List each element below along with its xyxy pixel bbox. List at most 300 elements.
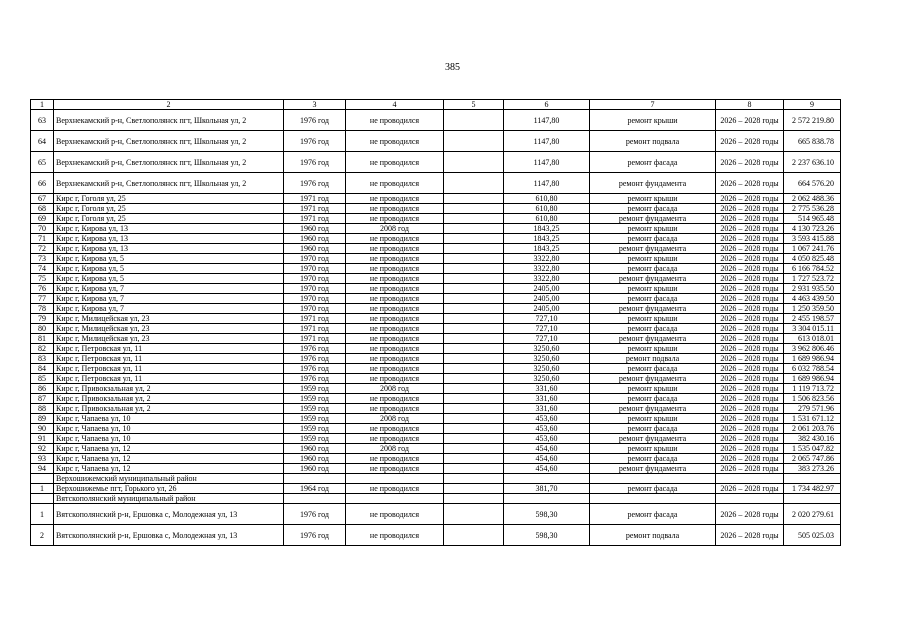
last-repair-cell: не проводился: [346, 314, 444, 324]
col5-cell: [444, 504, 504, 525]
build-year-cell: 1959 год: [284, 394, 346, 404]
last-repair-cell: не проводился: [346, 173, 444, 194]
table-row: [31, 304, 841, 314]
header-cell: 5: [444, 100, 504, 110]
area-cell: 727,10: [504, 314, 590, 324]
work-type-cell: ремонт фасада: [590, 484, 716, 494]
period-cell: 2026 – 2028 годы: [716, 214, 784, 224]
table-row: [31, 384, 841, 394]
col5-cell: [444, 204, 504, 214]
build-year-cell: 1971 год: [284, 334, 346, 344]
table-row: [31, 194, 841, 204]
work-type-cell: ремонт подвала: [590, 131, 716, 152]
header-cell: 3: [284, 100, 346, 110]
col5-cell: [444, 484, 504, 494]
period-cell: 2026 – 2028 годы: [716, 264, 784, 274]
last-repair-cell: не проводился: [346, 264, 444, 274]
work-type-cell: ремонт крыши: [590, 254, 716, 264]
section-empty-cell: [346, 474, 444, 484]
col5-cell: [444, 284, 504, 294]
area-cell: 331,60: [504, 404, 590, 414]
period-cell: 2026 – 2028 годы: [716, 274, 784, 284]
last-repair-cell: не проводился: [346, 244, 444, 254]
address-cell: Кирс г, Петровская ул, 11: [54, 354, 284, 364]
work-type-cell: ремонт фундамента: [590, 274, 716, 284]
table-row: [31, 504, 841, 525]
period-cell: 2026 – 2028 годы: [716, 525, 784, 546]
work-type-cell: ремонт фасада: [590, 234, 716, 244]
row-number-cell: 86: [31, 384, 54, 394]
build-year-cell: 1971 год: [284, 194, 346, 204]
build-year-cell: 1976 год: [284, 354, 346, 364]
period-cell: 2026 – 2028 годы: [716, 294, 784, 304]
area-cell: 453,60: [504, 424, 590, 434]
last-repair-cell: 2008 год: [346, 414, 444, 424]
cost-cell: 1 531 671.12: [784, 414, 841, 424]
section-row: [31, 474, 841, 484]
row-number-cell: 88: [31, 404, 54, 414]
area-cell: 454,60: [504, 444, 590, 454]
build-year-cell: 1971 год: [284, 324, 346, 334]
work-type-cell: ремонт крыши: [590, 384, 716, 394]
period-cell: 2026 – 2028 годы: [716, 131, 784, 152]
period-cell: 2026 – 2028 годы: [716, 204, 784, 214]
address-cell: Верхошижемье пгт, Горького ул, 26: [54, 484, 284, 494]
row-number-cell: 94: [31, 464, 54, 474]
last-repair-cell: 2008 год: [346, 384, 444, 394]
table-row: [31, 464, 841, 474]
col5-cell: [444, 244, 504, 254]
work-type-cell: ремонт фундамента: [590, 304, 716, 314]
col5-cell: [444, 294, 504, 304]
col5-cell: [444, 344, 504, 354]
row-number-cell: 64: [31, 131, 54, 152]
last-repair-cell: не проводился: [346, 214, 444, 224]
address-cell: Кирс г, Привокзальная ул, 2: [54, 384, 284, 394]
table-row: [31, 414, 841, 424]
build-year-cell: 1976 год: [284, 374, 346, 384]
area-cell: 1147,80: [504, 131, 590, 152]
period-cell: 2026 – 2028 годы: [716, 314, 784, 324]
section-empty-cell: [716, 474, 784, 484]
area-cell: 3322,80: [504, 254, 590, 264]
build-year-cell: 1964 год: [284, 484, 346, 494]
row-number-cell: 78: [31, 304, 54, 314]
cost-cell: 2 931 935.50: [784, 284, 841, 294]
build-year-cell: 1976 год: [284, 525, 346, 546]
last-repair-cell: не проводился: [346, 324, 444, 334]
build-year-cell: 1970 год: [284, 294, 346, 304]
last-repair-cell: не проводился: [346, 194, 444, 204]
col5-cell: [444, 224, 504, 234]
row-number-cell: 66: [31, 173, 54, 194]
col5-cell: [444, 234, 504, 244]
area-cell: 453,60: [504, 414, 590, 424]
col5-cell: [444, 414, 504, 424]
build-year-cell: 1976 год: [284, 504, 346, 525]
row-number-cell: 70: [31, 224, 54, 234]
section-empty-cell: [444, 474, 504, 484]
last-repair-cell: не проводился: [346, 454, 444, 464]
col5-cell: [444, 274, 504, 284]
col5-cell: [444, 384, 504, 394]
table-row: [31, 284, 841, 294]
area-cell: 1147,80: [504, 110, 590, 131]
row-number-cell: 1: [31, 504, 54, 525]
col5-cell: [444, 304, 504, 314]
table-row: [31, 224, 841, 234]
build-year-cell: 1959 год: [284, 424, 346, 434]
col5-cell: [444, 404, 504, 414]
row-number-cell: 83: [31, 354, 54, 364]
area-cell: 453,60: [504, 434, 590, 444]
area-cell: 610,80: [504, 204, 590, 214]
last-repair-cell: не проводился: [346, 294, 444, 304]
table-row: [31, 131, 841, 152]
cost-cell: 4 130 723.26: [784, 224, 841, 234]
col5-cell: [444, 173, 504, 194]
cost-cell: 1 506 823.56: [784, 394, 841, 404]
address-cell: Кирс г, Петровская ул, 11: [54, 374, 284, 384]
col5-cell: [444, 152, 504, 173]
build-year-cell: 1976 год: [284, 110, 346, 131]
last-repair-cell: не проводился: [346, 234, 444, 244]
build-year-cell: 1960 год: [284, 234, 346, 244]
table-row: [31, 244, 841, 254]
col5-cell: [444, 194, 504, 204]
address-cell: Кирс г, Чапаева ул, 10: [54, 434, 284, 444]
period-cell: 2026 – 2028 годы: [716, 504, 784, 525]
address-cell: Кирс г, Привокзальная ул, 2: [54, 404, 284, 414]
col5-cell: [444, 354, 504, 364]
cost-cell: 1 689 986.94: [784, 354, 841, 364]
work-type-cell: ремонт фасада: [590, 324, 716, 334]
cost-cell: 1 067 241.76: [784, 244, 841, 254]
col5-cell: [444, 314, 504, 324]
section-title: Верхошижемский муниципальный район: [54, 474, 284, 484]
section-empty-cell: [784, 474, 841, 484]
address-cell: Кирс г, Петровская ул, 11: [54, 364, 284, 374]
last-repair-cell: 2008 год: [346, 444, 444, 454]
row-number-cell: 72: [31, 244, 54, 254]
table-row: [31, 404, 841, 414]
table-row: [31, 354, 841, 364]
table-row: [31, 424, 841, 434]
work-type-cell: ремонт крыши: [590, 414, 716, 424]
cost-cell: 2 062 488.36: [784, 194, 841, 204]
period-cell: 2026 – 2028 годы: [716, 374, 784, 384]
area-cell: 610,80: [504, 214, 590, 224]
area-cell: 3250,60: [504, 354, 590, 364]
period-cell: 2026 – 2028 годы: [716, 424, 784, 434]
build-year-cell: 1960 год: [284, 224, 346, 234]
col5-cell: [444, 374, 504, 384]
last-repair-cell: не проводился: [346, 131, 444, 152]
col5-cell: [444, 264, 504, 274]
build-year-cell: 1971 год: [284, 314, 346, 324]
area-cell: 3250,60: [504, 344, 590, 354]
col5-cell: [444, 434, 504, 444]
last-repair-cell: не проводился: [346, 284, 444, 294]
last-repair-cell: не проводился: [346, 464, 444, 474]
row-number-cell: 81: [31, 334, 54, 344]
section-empty-cell: [590, 494, 716, 504]
area-cell: 598,30: [504, 525, 590, 546]
address-cell: Кирс г, Чапаева ул, 12: [54, 464, 284, 474]
last-repair-cell: не проводился: [346, 504, 444, 525]
col5-cell: [444, 464, 504, 474]
work-type-cell: ремонт фундамента: [590, 374, 716, 384]
cost-cell: 2 572 219.80: [784, 110, 841, 131]
row-number-cell: 92: [31, 444, 54, 454]
work-type-cell: ремонт крыши: [590, 314, 716, 324]
row-number-cell: 63: [31, 110, 54, 131]
cost-cell: 4 050 825.48: [784, 254, 841, 264]
cost-cell: 383 273.26: [784, 464, 841, 474]
cost-cell: 382 430.16: [784, 434, 841, 444]
section-empty-cell: [444, 494, 504, 504]
address-cell: Кирс г, Чапаева ул, 10: [54, 424, 284, 434]
last-repair-cell: не проводился: [346, 110, 444, 131]
section-empty-cell: [31, 494, 54, 504]
work-type-cell: ремонт фасада: [590, 364, 716, 374]
build-year-cell: 1976 год: [284, 364, 346, 374]
col5-cell: [444, 131, 504, 152]
period-cell: 2026 – 2028 годы: [716, 394, 784, 404]
work-type-cell: ремонт фундамента: [590, 404, 716, 414]
table-row: [31, 525, 841, 546]
area-cell: 3322,80: [504, 264, 590, 274]
last-repair-cell: не проводился: [346, 434, 444, 444]
address-cell: Кирс г, Милицейская ул, 23: [54, 334, 284, 344]
row-number-cell: 1: [31, 484, 54, 494]
section-empty-cell: [784, 494, 841, 504]
header-cell: 1: [31, 100, 54, 110]
last-repair-cell: не проводился: [346, 364, 444, 374]
section-row: [31, 494, 841, 504]
work-type-cell: ремонт фасада: [590, 454, 716, 464]
cost-cell: 2 455 198.57: [784, 314, 841, 324]
row-number-cell: 74: [31, 264, 54, 274]
work-type-cell: ремонт крыши: [590, 194, 716, 204]
row-number-cell: 93: [31, 454, 54, 464]
period-cell: 2026 – 2028 годы: [716, 434, 784, 444]
cost-cell: 1 535 047.82: [784, 444, 841, 454]
work-type-cell: ремонт фасада: [590, 264, 716, 274]
table-row: [31, 254, 841, 264]
section-empty-cell: [346, 494, 444, 504]
build-year-cell: 1976 год: [284, 131, 346, 152]
address-cell: Кирс г, Кирова ул, 13: [54, 234, 284, 244]
build-year-cell: 1976 год: [284, 173, 346, 194]
col5-cell: [444, 254, 504, 264]
period-cell: 2026 – 2028 годы: [716, 444, 784, 454]
work-type-cell: ремонт подвала: [590, 525, 716, 546]
row-number-cell: 79: [31, 314, 54, 324]
address-cell: Кирс г, Кирова ул, 13: [54, 224, 284, 234]
header-cell: 8: [716, 100, 784, 110]
work-type-cell: ремонт фасада: [590, 424, 716, 434]
row-number-cell: 90: [31, 424, 54, 434]
address-cell: Кирс г, Кирова ул, 5: [54, 254, 284, 264]
table-row: [31, 152, 841, 173]
address-cell: Кирс г, Чапаева ул, 12: [54, 454, 284, 464]
work-type-cell: ремонт фундамента: [590, 173, 716, 194]
cost-cell: 664 576.20: [784, 173, 841, 194]
table-row: [31, 364, 841, 374]
header-cell: 9: [784, 100, 841, 110]
row-number-cell: 65: [31, 152, 54, 173]
cost-cell: 1 689 986.94: [784, 374, 841, 384]
cost-cell: 279 571.96: [784, 404, 841, 414]
header-cell: 7: [590, 100, 716, 110]
work-type-cell: ремонт подвала: [590, 354, 716, 364]
address-cell: Кирс г, Кирова ул, 5: [54, 264, 284, 274]
cost-cell: 2 020 279.61: [784, 504, 841, 525]
header-cell: 2: [54, 100, 284, 110]
build-year-cell: 1960 год: [284, 244, 346, 254]
area-cell: 3250,60: [504, 374, 590, 384]
area-cell: 3322,80: [504, 274, 590, 284]
last-repair-cell: не проводился: [346, 344, 444, 354]
table-row: [31, 394, 841, 404]
period-cell: 2026 – 2028 годы: [716, 194, 784, 204]
cost-cell: 3 304 015.11: [784, 324, 841, 334]
row-number-cell: 73: [31, 254, 54, 264]
header-cell: 4: [346, 100, 444, 110]
area-cell: 331,60: [504, 384, 590, 394]
section-empty-cell: [716, 494, 784, 504]
table-row: [31, 314, 841, 324]
work-type-cell: ремонт крыши: [590, 224, 716, 234]
area-cell: 727,10: [504, 334, 590, 344]
work-type-cell: ремонт фасада: [590, 294, 716, 304]
period-cell: 2026 – 2028 годы: [716, 404, 784, 414]
row-number-cell: 76: [31, 284, 54, 294]
period-cell: 2026 – 2028 годы: [716, 464, 784, 474]
table-row: [31, 274, 841, 284]
address-cell: Кирс г, Милицейская ул, 23: [54, 314, 284, 324]
row-number-cell: 2: [31, 525, 54, 546]
col5-cell: [444, 444, 504, 454]
address-cell: Кирс г, Гоголя ул, 25: [54, 204, 284, 214]
last-repair-cell: не проводился: [346, 394, 444, 404]
cost-cell: 2 065 747.86: [784, 454, 841, 464]
work-type-cell: ремонт фасада: [590, 504, 716, 525]
period-cell: 2026 – 2028 годы: [716, 304, 784, 314]
row-number-cell: 91: [31, 434, 54, 444]
area-cell: 1843,25: [504, 244, 590, 254]
build-year-cell: 1959 год: [284, 404, 346, 414]
work-type-cell: ремонт фасада: [590, 204, 716, 214]
period-cell: 2026 – 2028 годы: [716, 244, 784, 254]
period-cell: 2026 – 2028 годы: [716, 484, 784, 494]
period-cell: 2026 – 2028 годы: [716, 173, 784, 194]
area-cell: 381,70: [504, 484, 590, 494]
cost-cell: 1 119 713.72: [784, 384, 841, 394]
address-cell: Кирс г, Кирова ул, 7: [54, 284, 284, 294]
table-row: [31, 294, 841, 304]
section-title: Вятскополянский муниципальный район: [54, 494, 284, 504]
work-type-cell: ремонт фундамента: [590, 334, 716, 344]
table-row: [31, 454, 841, 464]
cost-cell: 6 166 784.52: [784, 264, 841, 274]
build-year-cell: 1959 год: [284, 384, 346, 394]
area-cell: 2405,00: [504, 294, 590, 304]
col5-cell: [444, 324, 504, 334]
address-cell: Кирс г, Гоголя ул, 25: [54, 194, 284, 204]
row-number-cell: 71: [31, 234, 54, 244]
period-cell: 2026 – 2028 годы: [716, 354, 784, 364]
table-row: [31, 173, 841, 194]
area-cell: 1843,25: [504, 234, 590, 244]
area-cell: 2405,00: [504, 284, 590, 294]
address-cell: Кирс г, Кирова ул, 13: [54, 244, 284, 254]
last-repair-cell: 2008 год: [346, 224, 444, 234]
area-cell: 610,80: [504, 194, 590, 204]
period-cell: 2026 – 2028 годы: [716, 110, 784, 131]
cost-cell: 505 025.03: [784, 525, 841, 546]
work-type-cell: ремонт фасада: [590, 394, 716, 404]
build-year-cell: 1970 год: [284, 304, 346, 314]
address-cell: Кирс г, Кирова ул, 7: [54, 304, 284, 314]
build-year-cell: 1959 год: [284, 434, 346, 444]
header-row: [31, 100, 841, 110]
address-cell: Кирс г, Кирова ул, 5: [54, 274, 284, 284]
table-body: [31, 110, 841, 546]
last-repair-cell: не проводился: [346, 152, 444, 173]
address-cell: Кирс г, Петровская ул, 11: [54, 344, 284, 354]
period-cell: 2026 – 2028 годы: [716, 454, 784, 464]
cost-cell: 1 734 482.97: [784, 484, 841, 494]
section-empty-cell: [590, 474, 716, 484]
build-year-cell: 1970 год: [284, 274, 346, 284]
work-type-cell: ремонт фундамента: [590, 214, 716, 224]
row-number-cell: 87: [31, 394, 54, 404]
area-cell: 1147,80: [504, 173, 590, 194]
last-repair-cell: не проводился: [346, 404, 444, 414]
build-year-cell: 1976 год: [284, 152, 346, 173]
cost-cell: 1 250 359.50: [784, 304, 841, 314]
area-cell: 598,30: [504, 504, 590, 525]
table-row: [31, 444, 841, 454]
cost-cell: 514 965.48: [784, 214, 841, 224]
address-cell: Кирс г, Гоголя ул, 25: [54, 214, 284, 224]
last-repair-cell: не проводился: [346, 424, 444, 434]
table-row: [31, 214, 841, 224]
last-repair-cell: не проводился: [346, 525, 444, 546]
address-cell: Кирс г, Милицейская ул, 23: [54, 324, 284, 334]
row-number-cell: 85: [31, 374, 54, 384]
section-empty-cell: [284, 474, 346, 484]
address-cell: Вятскополянский р-н, Ершовка с, Молодежная ул, 13: [54, 504, 284, 525]
row-number-cell: 75: [31, 274, 54, 284]
period-cell: 2026 – 2028 годы: [716, 224, 784, 234]
address-cell: Верхнекамский р-н, Светлополянск пгт, Школьная ул, 2: [54, 131, 284, 152]
work-type-cell: ремонт крыши: [590, 110, 716, 131]
address-cell: Кирс г, Чапаева ул, 12: [54, 444, 284, 454]
period-cell: 2026 – 2028 годы: [716, 364, 784, 374]
cost-cell: 2 775 536.28: [784, 204, 841, 214]
address-cell: Верхнекамский р-н, Светлополянск пгт, Школьная ул, 2: [54, 110, 284, 131]
area-cell: 1147,80: [504, 152, 590, 173]
area-cell: 3250,60: [504, 364, 590, 374]
last-repair-cell: не проводился: [346, 374, 444, 384]
last-repair-cell: не проводился: [346, 254, 444, 264]
cost-cell: 3 962 806.46: [784, 344, 841, 354]
last-repair-cell: не проводился: [346, 354, 444, 364]
address-cell: Верхнекамский р-н, Светлополянск пгт, Школьная ул, 2: [54, 152, 284, 173]
